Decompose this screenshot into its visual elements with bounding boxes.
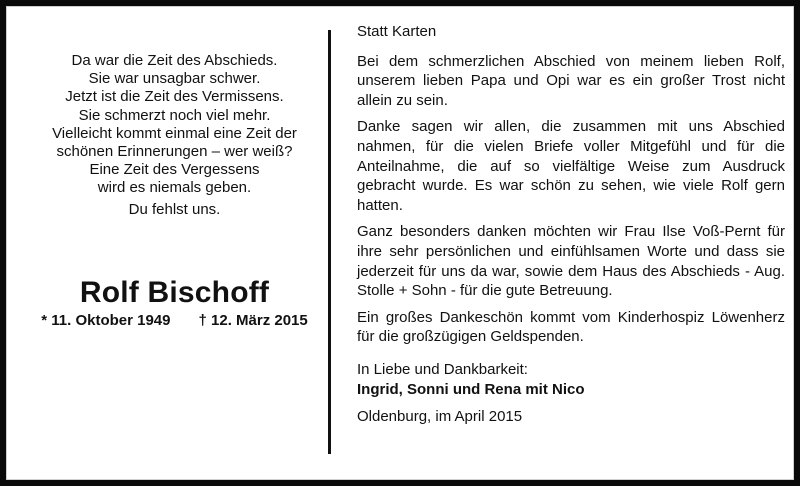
paragraph: Danke sagen wir allen, die zusammen mit uns Abschied nahmen, für die vielen Briefe voller Mitgefühl und für die Anteilnahme, die auf so vielfältige Weise zum Ausdruck gebracht wurde. Es war schön zu sehen, wie viele Rolf gern hatten. — [357, 118, 785, 214]
poem-line: Sie schmerzt noch viel mehr. — [78, 106, 271, 124]
poem-line: Jetzt ist die Zeit des Vermissens. — [65, 88, 284, 106]
column-divider — [328, 30, 331, 454]
closing-intro: In Liebe und Dankbarkeit: — [357, 360, 528, 378]
place-date: Oldenburg, im April 2015 — [357, 408, 523, 426]
paragraph: Ein großes Dankeschön kommt vom Kinderhospiz Löwenherz für die großzügigen Geldspenden. — [357, 308, 785, 346]
notice-heading: Statt Karten — [357, 23, 437, 40]
paragraph: Ganz besonders danken möchten wir Frau Ilse Voß-Pernt für ihre sehr persönlichen und einfühlsamen Worte und dass sie jederzeit für uns da war, sowie dem Haus des Abschieds - Aug. Stolle + Sohn - für die gute Betreuung. — [357, 223, 785, 300]
poem-closing-line: Du fehlst uns. — [128, 200, 221, 218]
death-date: † 12. März 2015 — [198, 312, 308, 329]
poem-line: Eine Zeit des Vergessens — [89, 161, 260, 179]
poem-line: schönen Erinnerungen – wer weiß? — [56, 143, 293, 161]
poem-line: wird es niemals geben. — [97, 179, 252, 197]
poem-line: Vielleicht kommt einmal eine Zeit der — [52, 124, 297, 142]
life-dates — [7, 312, 342, 330]
left-column — [7, 7, 342, 479]
signers: Ingrid, Sonni und Rena mit Nico — [357, 380, 585, 398]
poem-line: Sie war unsagbar schwer. — [88, 70, 261, 88]
paragraph: Bei dem schmerzlichen Abschied von meinem lieben Rolf, unserem lieben Papa und Opi war es ein großer Trost nicht allein zu sein. — [357, 52, 785, 109]
poem-line: Da war die Zeit des Abschieds. — [71, 52, 278, 69]
memorial-poem — [7, 52, 342, 219]
thank-you-text — [357, 22, 785, 434]
deceased-name: Rolf Bischoff — [79, 276, 270, 309]
closing-block — [357, 360, 785, 399]
obituary-notice — [6, 6, 794, 480]
birth-date: * 11. Oktober 1949 — [41, 312, 171, 329]
